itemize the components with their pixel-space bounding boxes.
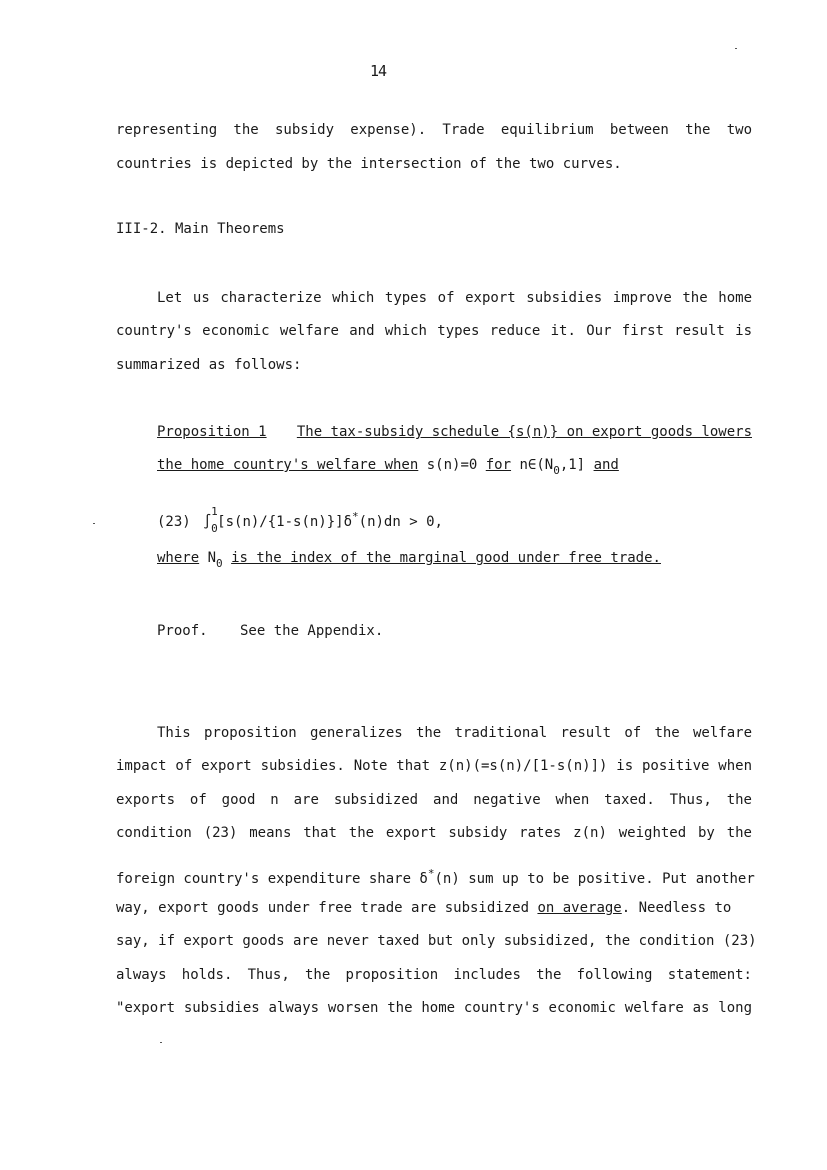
integral-symbol: ∫ <box>203 514 212 530</box>
star-superscript: * <box>427 867 435 880</box>
text-line <box>116 865 755 888</box>
equation-number: (23) <box>157 514 191 530</box>
proposition-text: for <box>485 457 512 473</box>
text-line: Let us characterize which types of export subsidies improve the home <box>157 290 752 306</box>
proposition-statement: The tax-subsidy schedule {s(n)} on export goods lowers <box>296 424 752 440</box>
section-heading: III-2. Main Theorems <box>116 221 285 237</box>
page-number: 14 <box>370 62 387 80</box>
speck-bottom <box>160 1042 162 1043</box>
text-line: countries is depicted by the intersection of the two curves. <box>116 156 622 172</box>
proposition-math <box>519 457 586 477</box>
emphasis-on-average: on average <box>537 900 622 916</box>
integral-lower-limit: 0 <box>211 522 218 535</box>
speck-left-margin <box>93 523 95 524</box>
equation-star: * <box>352 510 359 523</box>
math-term: n∈(N <box>519 457 554 473</box>
proof-label: Proof. <box>157 623 208 639</box>
text-line: impact of export subsidies. Note that z(n)(=s(n)/[1-s(n)]) is positive when <box>116 758 752 774</box>
math-subscript: 0 <box>553 464 560 477</box>
proposition-line-2 <box>157 456 752 480</box>
equation-23 <box>157 505 752 535</box>
integral-sign <box>203 505 218 535</box>
text-segment <box>116 899 731 917</box>
proposition-math <box>207 550 223 570</box>
equation-tail: (n)dn > 0, <box>358 514 443 530</box>
proposition-line-1 <box>157 423 752 441</box>
speck-top-right <box>735 48 737 49</box>
proposition-text: is the index of the marginal good under free trade. <box>231 550 661 566</box>
proof-text: See the Appendix. <box>240 623 384 639</box>
text-line: condition (23) means that the export subsidy rates z(n) weighted by the <box>116 825 752 841</box>
proposition-text: and <box>593 457 619 473</box>
integral-upper-limit: 1 <box>211 505 218 518</box>
text-segment: foreign country's expenditure share δ <box>116 871 428 887</box>
proposition-label: Proposition 1 <box>157 424 267 440</box>
text-line: "export subsidies always worsen the home country's economic welfare as long <box>116 1000 752 1016</box>
proposition-where <box>157 549 752 573</box>
proposition-math: s(n)=0 <box>426 457 478 473</box>
text-segment: way, export goods under free trade are subsidized <box>116 900 530 916</box>
math-term: ,1] <box>559 457 586 473</box>
proposition-text: where <box>157 550 200 566</box>
text-segment: . Needless to <box>621 900 732 916</box>
text-line: This proposition generalizes the traditional result of the welfare <box>157 725 752 741</box>
text-line: representing the subsidy expense). Trade equilibrium between the two <box>116 122 752 138</box>
text-line: exports of good n are subsidized and negative when taxed. Thus, the <box>116 792 752 808</box>
text-line <box>116 899 752 917</box>
text-line: say, if export goods are never taxed but only subsidized, the condition (23) <box>116 933 757 949</box>
math-subscript: 0 <box>216 557 223 570</box>
text-line: summarized as follows: <box>116 357 302 373</box>
text-line: country's economic welfare and which types reduce it. Our first result is <box>116 323 752 339</box>
math-term: N <box>207 550 217 566</box>
equation-body: [s(n)/{1-s(n)}]δ <box>217 514 353 530</box>
text-segment <box>116 865 755 888</box>
text-segment: (n) sum up to be positive. Put another <box>434 871 755 887</box>
text-line: always holds. Thus, the proposition includes the following statement: <box>116 967 752 983</box>
proposition-text: the home country's welfare when <box>157 457 419 473</box>
